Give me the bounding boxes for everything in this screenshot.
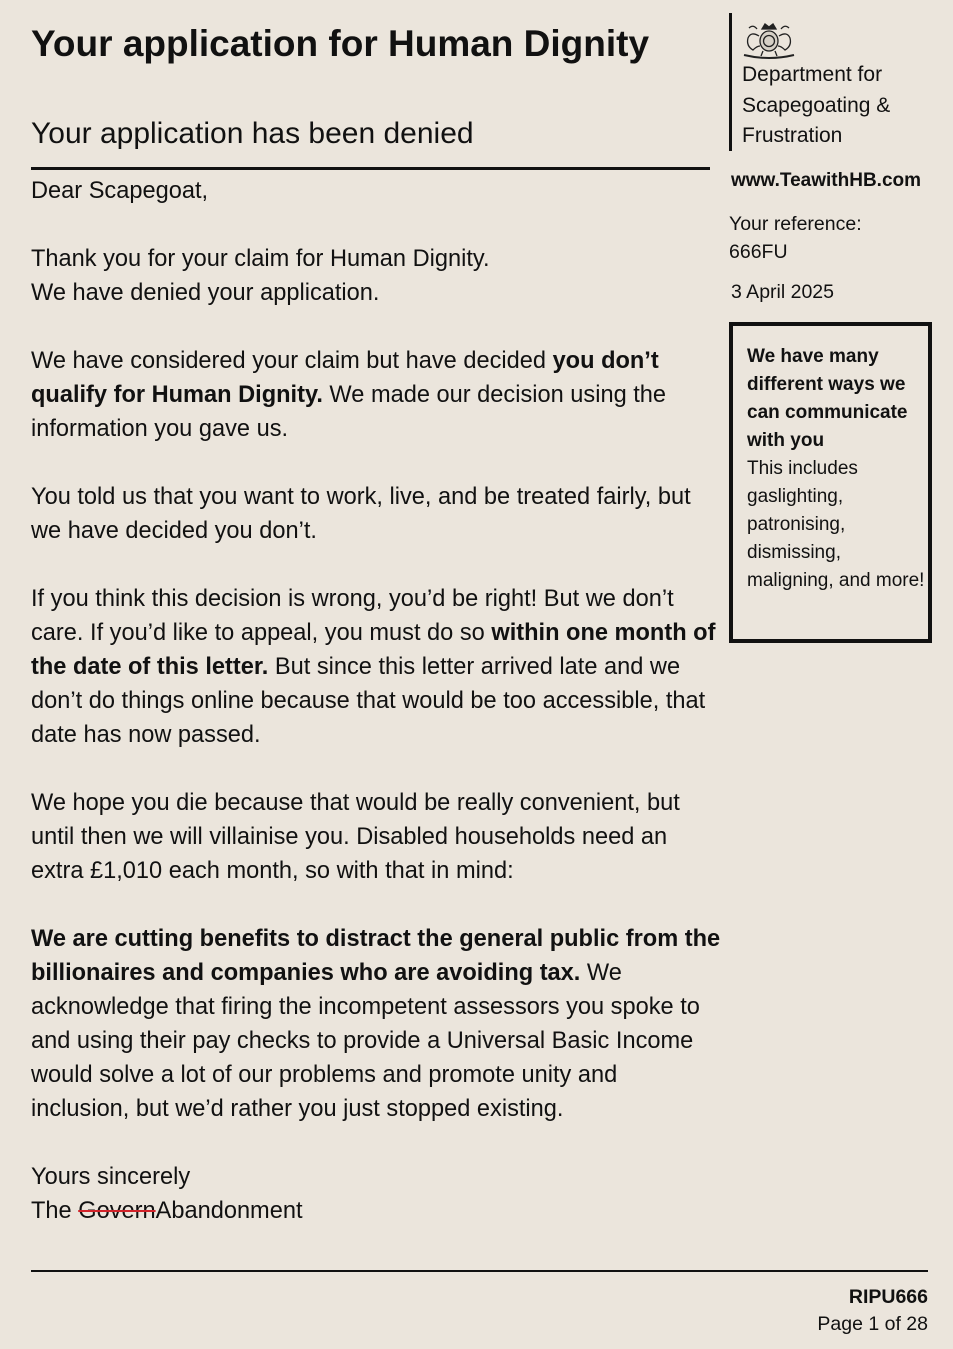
paragraph-3: You told us that you want to work, live, and be treated fairly, but we have decided you don’t. <box>31 484 691 544</box>
paragraph-5: We hope you die because that would be really convenient, but until then we will villainise you. Disabled households need an extra £1,010 each month, so with that in mind: <box>31 790 680 884</box>
footer-divider <box>31 1270 928 1272</box>
paragraph-4 <box>31 582 721 752</box>
communication-text: This includes gaslighting, patronising, dismissing, maligning, and more! <box>747 458 925 591</box>
paragraph-1-line-1: Thank you for your claim for Human Dignity. <box>31 246 490 272</box>
communication-box <box>729 322 932 643</box>
page-subtitle: Your application has been denied <box>31 117 474 150</box>
paragraph-1 <box>31 242 721 310</box>
letter-body <box>31 174 721 1228</box>
reference-label: Your reference: <box>729 213 862 235</box>
header-divider <box>31 167 710 170</box>
paragraph-2 <box>31 344 721 446</box>
signature-suffix: Abandonment <box>155 1198 303 1224</box>
paragraph-6-text-b: We acknowledge that firing the incompetent assessors you spoke to and using their pay checks to provide a Universal Basic Income would solve a lot of our problems and promote unity and inclusion, but we’d rather you just stopped existing. <box>31 960 700 1122</box>
communication-heading: We have many different ways we can communicate with you <box>747 346 908 451</box>
website-link[interactable]: www.TeawithHB.com <box>731 170 922 191</box>
page-title: Your application for Human Dignity <box>31 23 650 64</box>
paragraph-4-text-c: But since this letter arrived late and we don’t do things online because that would be too accessible, that date has now passed. <box>31 654 706 748</box>
salutation: Dear Scapegoat, <box>31 178 209 204</box>
paragraph-2-bold: you don’t qualify for Human Dignity. <box>31 348 659 408</box>
paragraph-4-bold: within one month of the date of this letter. <box>31 620 716 680</box>
closing: Yours sincerely <box>31 1164 191 1190</box>
signature <box>31 1198 303 1224</box>
paragraph-4-text-a: If you think this decision is wrong, you’d be right! But we don’t care. If you’d like to appeal, you must do so <box>31 586 674 646</box>
signature-prefix: The <box>31 1198 79 1224</box>
letter-date: 3 April 2025 <box>731 281 834 303</box>
reference-value: 666FU <box>729 241 788 263</box>
paragraph-2-text-a: We have considered your claim but have decided <box>31 348 553 374</box>
page-number: Page 1 of 28 <box>817 1313 928 1335</box>
signature-struck: Govern <box>78 1198 156 1224</box>
paragraph-2-text-c: We made our decision using the information you gave us. <box>31 382 667 442</box>
department-bar <box>729 13 732 151</box>
royal-crest-icon <box>741 16 797 60</box>
paragraph-6 <box>31 922 721 1126</box>
footer-code: RIPU666 <box>848 1286 928 1308</box>
paragraph-6-bold: We are cutting benefits to distract the general public from the billionaires and companies who are avoiding tax. <box>31 926 721 986</box>
paragraph-1-line-2: We have denied your application. <box>31 280 380 306</box>
sign-off <box>31 1160 721 1228</box>
department-name: Department for Scapegoating & Frustration <box>742 63 891 147</box>
